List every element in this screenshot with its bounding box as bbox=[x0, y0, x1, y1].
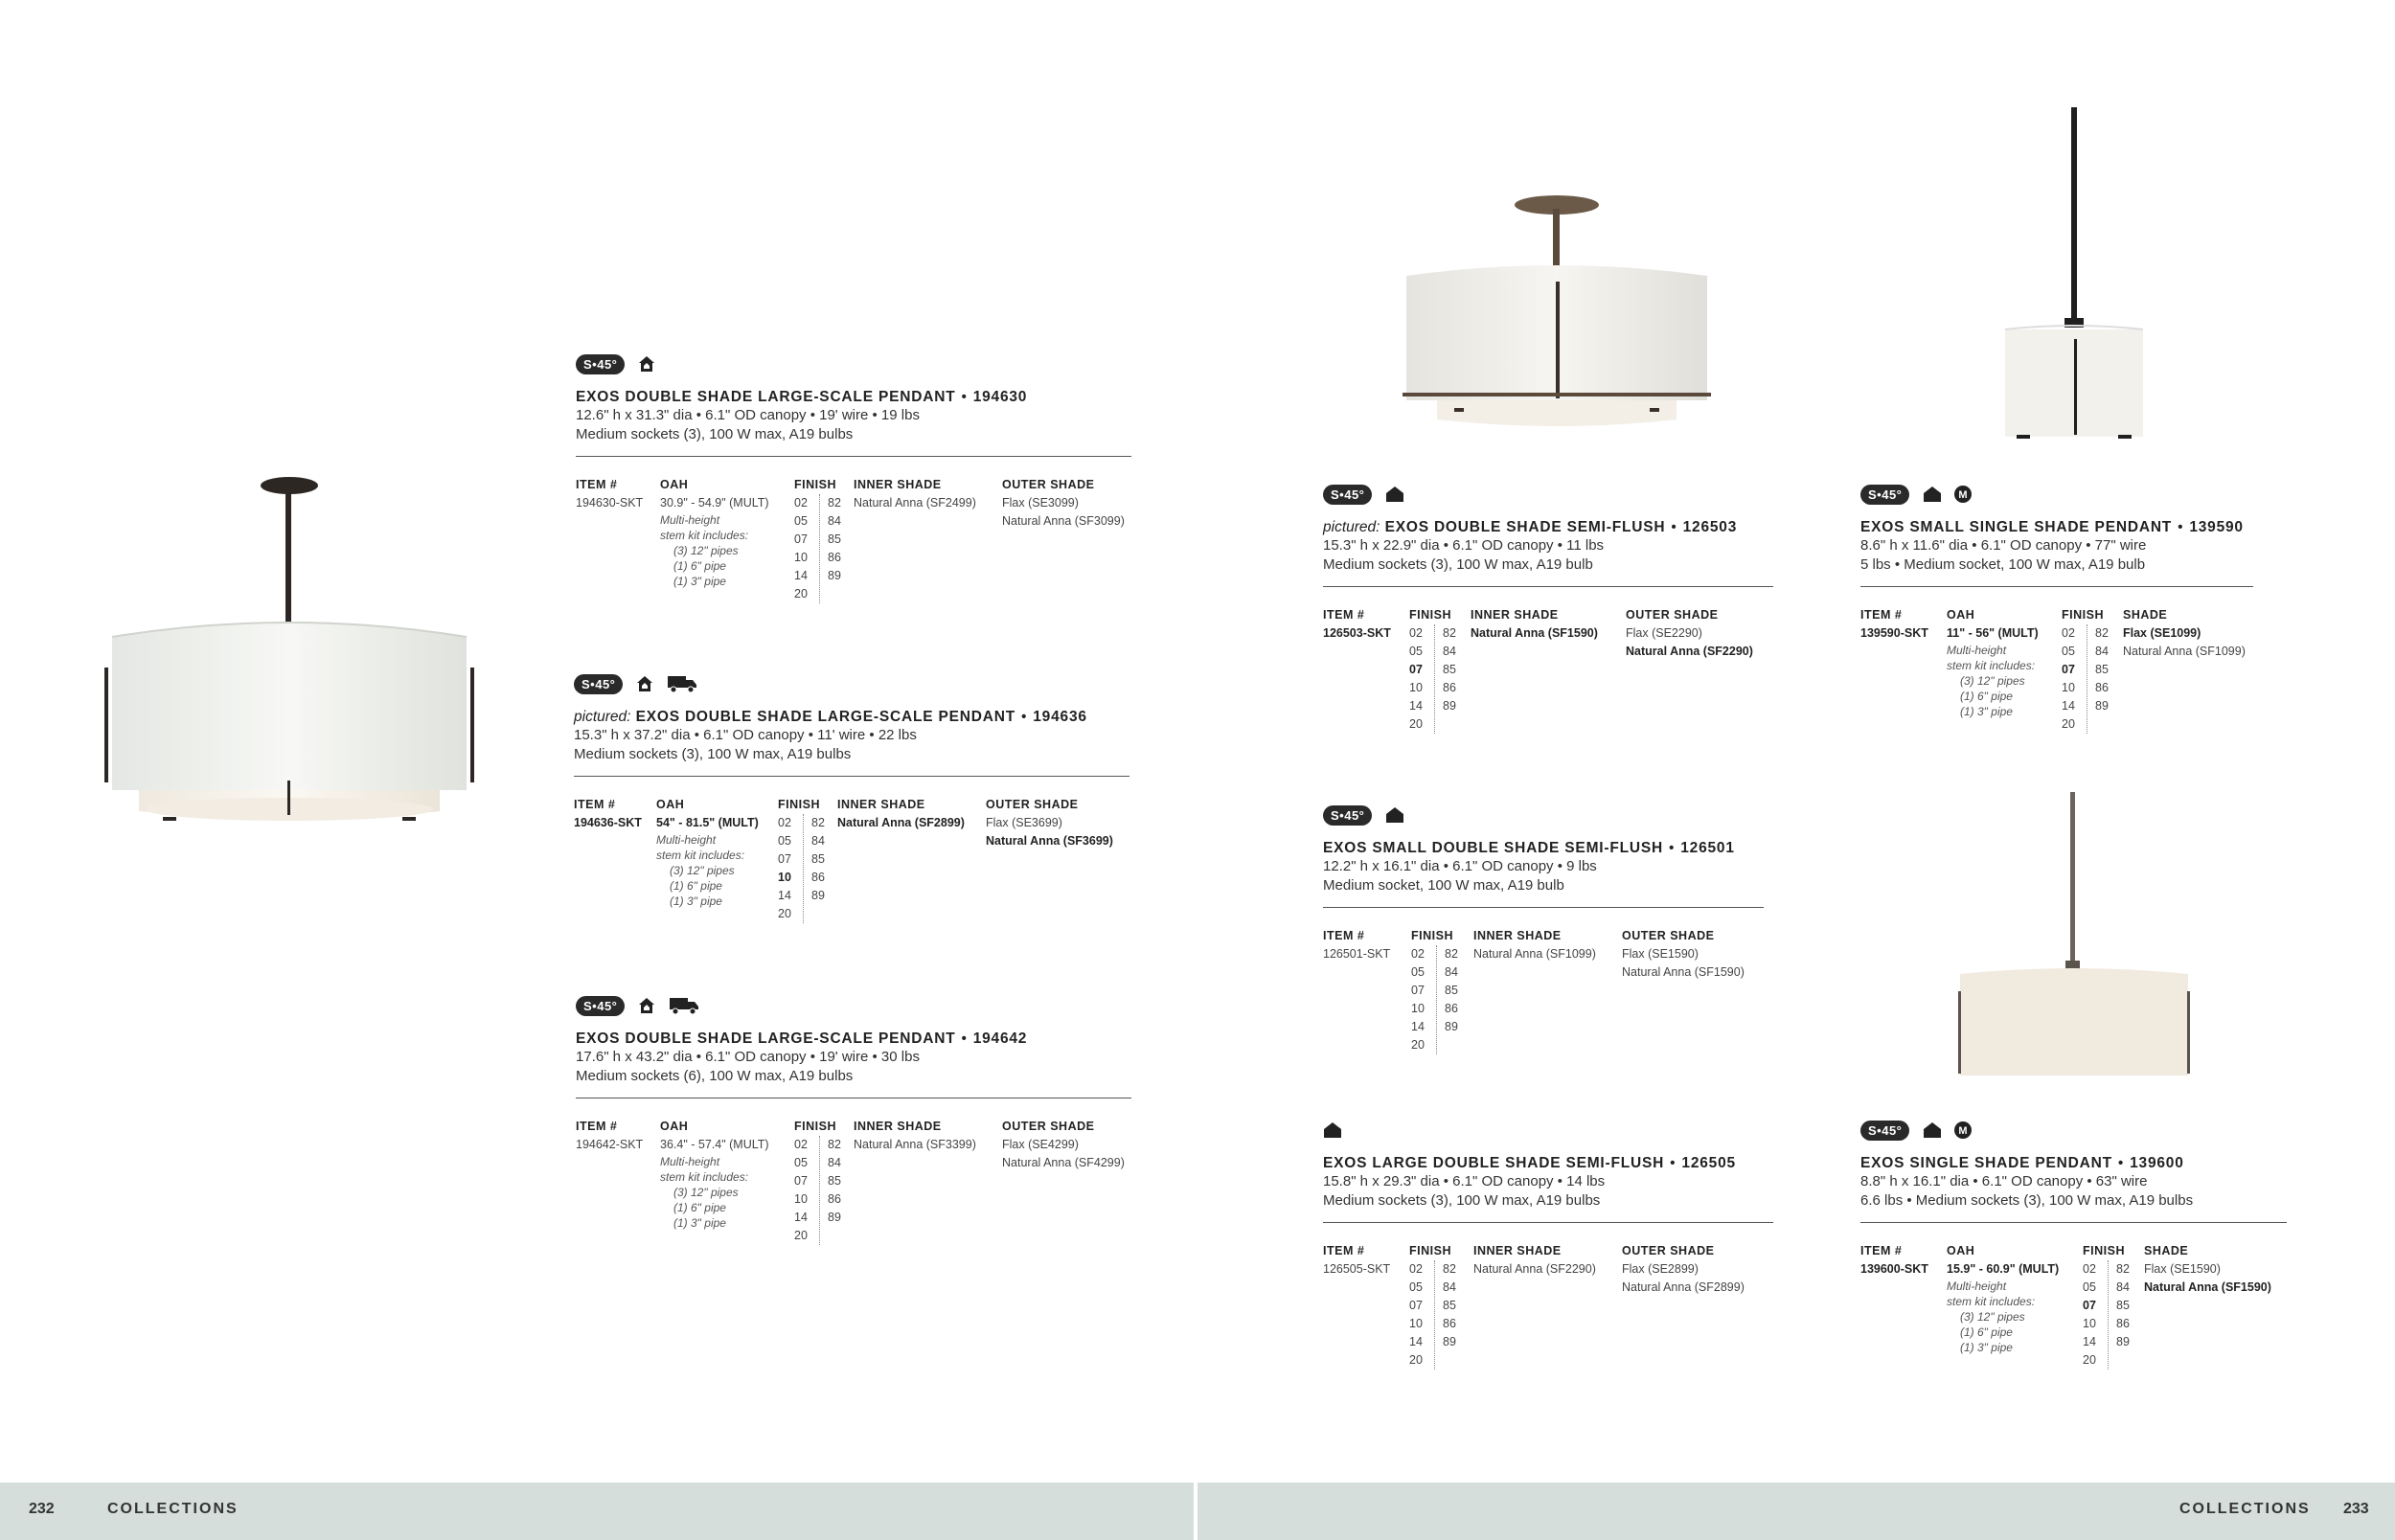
oah-value: 30.9" - 54.9" (MULT) bbox=[660, 496, 769, 510]
spec-line-1: 15.3" h x 22.9" dia • 6.1" OD canopy • 11 lbs bbox=[1323, 537, 1605, 554]
divider bbox=[576, 456, 1131, 457]
spec-line-2: 5 lbs • Medium socket, 100 W max, A19 bulb bbox=[1860, 556, 2146, 573]
shade-2: Natural Anna (SF1590) bbox=[2144, 1280, 2271, 1294]
product-139600 bbox=[1860, 1119, 2292, 1370]
semi-flush-icon bbox=[1385, 806, 1403, 824]
spec-line-2: Medium sockets (3), 100 W max, A19 bulb bbox=[1323, 556, 1593, 573]
outer-shade-1: Flax (SE3699) bbox=[986, 816, 1062, 829]
page-number-left: 232 bbox=[29, 1501, 55, 1517]
feature-icons bbox=[1860, 1119, 2292, 1142]
divider bbox=[574, 776, 1129, 777]
finish-codes: 02 05 07 10 14 20 82 84 85 86 89 bbox=[794, 494, 854, 603]
truck-icon bbox=[667, 674, 697, 693]
right-page bbox=[1198, 0, 2395, 1540]
outer-shade-2: Natural Anna (SF2290) bbox=[1626, 645, 1753, 658]
finish-codes: 02 05 07 10 14 20 82 84 85 86 89 bbox=[2083, 1260, 2144, 1370]
semi-flush-icon bbox=[1923, 486, 1940, 503]
s45-badge-icon: S•45° bbox=[1860, 485, 1909, 505]
s45-badge-icon: S•45° bbox=[576, 996, 625, 1016]
house-icon bbox=[638, 355, 655, 373]
shade-1: Flax (SE1099) bbox=[2123, 626, 2201, 640]
oah-value: 36.4" - 57.4" (MULT) bbox=[660, 1138, 769, 1151]
outer-shade-1: Flax (SE4299) bbox=[1002, 1138, 1079, 1151]
outer-shade-1: Flax (SE1590) bbox=[1622, 947, 1699, 961]
product-126501 bbox=[1323, 804, 1773, 1054]
single-pendant-image bbox=[1954, 790, 2194, 1082]
product-126505 bbox=[1323, 1119, 1773, 1370]
outer-shade-2: Natural Anna (SF3099) bbox=[1002, 514, 1125, 528]
s45-badge-icon: S•45° bbox=[1860, 1121, 1909, 1141]
house-icon bbox=[636, 675, 653, 692]
s45-badge-icon: S•45° bbox=[576, 354, 625, 374]
outer-shade-1: Flax (SE3099) bbox=[1002, 496, 1079, 510]
feature-icons bbox=[574, 672, 1129, 695]
feature-icons bbox=[576, 994, 1131, 1017]
inner-shade: Natural Anna (SF3399) bbox=[854, 1138, 976, 1151]
section-label-left: COLLECTIONS bbox=[107, 1501, 239, 1517]
outer-shade-1: Flax (SE2290) bbox=[1626, 626, 1702, 640]
outer-shade-2: Natural Anna (SF1590) bbox=[1622, 965, 1745, 979]
finish-codes: 02 05 07 10 14 20 82 84 85 86 89 bbox=[1409, 1260, 1473, 1370]
spec-line-2: Medium sockets (3), 100 W max, A19 bulbs bbox=[576, 426, 854, 442]
divider bbox=[1323, 586, 1773, 587]
finish-codes: 02 05 07 10 14 20 82 84 85 86 89 bbox=[1411, 945, 1473, 1054]
product-title: EXOS LARGE DOUBLE SHADE SEMI-FLUSH • 126505 bbox=[1323, 1155, 1736, 1171]
spec-line-1: 8.6" h x 11.6" dia • 6.1" OD canopy • 77" wire bbox=[1860, 537, 2147, 554]
spec-line-2: 6.6 lbs • Medium sockets (3), 100 W max, A19 bulbs bbox=[1860, 1192, 2194, 1209]
feature-icons bbox=[1323, 1119, 1773, 1142]
finish-codes: 02 05 07 10 14 20 82 84 85 86 89 bbox=[1409, 624, 1471, 734]
semi-flush-icon bbox=[1385, 486, 1403, 503]
small-pendant-image bbox=[1997, 105, 2151, 445]
inner-shade: Natural Anna (SF1099) bbox=[1473, 947, 1596, 961]
spec-line-1: 17.6" h x 43.2" dia • 6.1" OD canopy • 19' wire • 30 lbs bbox=[576, 1049, 920, 1065]
product-title: EXOS SMALL DOUBLE SHADE SEMI-FLUSH • 126501 bbox=[1323, 840, 1735, 856]
spec-table: ITEM # 126501-SKT FINISH 02 05 07 10 14 20 82 84 85 86 89 INNER SHADE Natural Anna (SF1099) OUTER SHADE Flax (SE1590) Natural Anna (SF1590) bbox=[1323, 927, 1773, 1054]
stem-kit-note: Multi-height stem kit includes: (3) 12" pipes (1) 6" pipe (1) 3" pipe bbox=[1947, 1280, 2036, 1354]
oah-value: 54" - 81.5" (MULT) bbox=[656, 816, 759, 829]
item-number: 126505-SKT bbox=[1323, 1262, 1391, 1276]
product-194642 bbox=[576, 994, 1131, 1245]
spec-line-2: Medium sockets (3), 100 W max, A19 bulbs bbox=[1323, 1192, 1601, 1209]
spec-table: ITEM # 126505-SKT FINISH 02 05 07 10 14 20 82 84 85 86 89 INNER SHADE Natural Anna (SF2290) OUTER SHADE Flax (SE2899) Natural Anna (SF2899) bbox=[1323, 1242, 1773, 1370]
spec-line-2: Medium socket, 100 W max, A19 bulb bbox=[1323, 877, 1564, 894]
spec-line-1: 8.8" h x 16.1" dia • 6.1" OD canopy • 63" wire bbox=[1860, 1173, 2148, 1189]
page-number-right: 233 bbox=[2343, 1501, 2369, 1517]
finish-codes: 02 05 07 10 14 20 82 84 85 86 89 bbox=[778, 814, 837, 923]
divider bbox=[1323, 907, 1764, 908]
outer-shade-1: Flax (SE2899) bbox=[1622, 1262, 1699, 1276]
inner-shade: Natural Anna (SF2290) bbox=[1473, 1262, 1596, 1276]
spec-table: ITEM # 139600-SKT OAH 15.9" - 60.9" (MULT) Multi-height stem kit includes: (3) 12" pipes (1) 6" pipe (1) 3" pipe FINISH 02 05 07 10 14 20 82 84 85 86 89 SHADE Flax (SE1590) Natural Anna (SF1590) bbox=[1860, 1242, 2292, 1370]
item-number: 139590-SKT bbox=[1860, 626, 1928, 640]
finish-codes: 02 05 07 10 14 20 82 84 85 86 89 bbox=[794, 1136, 854, 1245]
spec-table: ITEM # 194636-SKT OAH 54" - 81.5" (MULT) Multi-height stem kit includes: (3) 12" pipes (1) 6" pipe (1) 3" pipe FINISH 02 05 07 10 14 20 82 84 85 86 89 INNER SHADE Natural Anna (SF2899) OUTER SHADE Flax (SE3699) Natural Anna (SF3699) bbox=[574, 796, 1129, 923]
spec-table: ITEM # 139590-SKT OAH 11" - 56" (MULT) Multi-height stem kit includes: (3) 12" pipes (1) 6" pipe (1) 3" pipe FINISH 02 05 07 10 14 20 82 84 85 86 89 SHADE Flax (SE1099) Natural Anna (SF1099) bbox=[1860, 606, 2272, 734]
stem-kit-note: Multi-height stem kit includes: (3) 12" pipes (1) 6" pipe (1) 3" pipe bbox=[660, 513, 749, 588]
spec-line-1: 15.3" h x 37.2" dia • 6.1" OD canopy • 11' wire • 22 lbs bbox=[574, 727, 917, 743]
product-title: pictured: EXOS DOUBLE SHADE SEMI-FLUSH • 126503 bbox=[1323, 519, 1738, 535]
spec-line-2: Medium sockets (6), 100 W max, A19 bulbs bbox=[576, 1068, 854, 1084]
s45-badge-icon: S•45° bbox=[1323, 485, 1372, 505]
inner-shade: Natural Anna (SF2899) bbox=[837, 816, 965, 829]
spec-table: ITEM # 126503-SKT FINISH 02 05 07 10 14 20 82 84 85 86 89 INNER SHADE Natural Anna (SF1590) OUTER SHADE Flax (SE2290) Natural Anna (SF2290) bbox=[1323, 606, 1773, 734]
shade-1: Flax (SE1590) bbox=[2144, 1262, 2221, 1276]
stem-kit-note: Multi-height stem kit includes: (3) 12" pipes (1) 6" pipe (1) 3" pipe bbox=[656, 833, 745, 908]
item-number: 194642-SKT bbox=[576, 1138, 644, 1151]
spec-table: ITEM # 194630-SKT OAH 30.9" - 54.9" (MULT) Multi-height stem kit includes: (3) 12" pipes (1) 6" pipe (1) 3" pipe FINISH 02 05 07 10 14 20 82 84 85 86 89 INNER SHADE Natural Anna (SF2499) OUTER SHADE Flax (SE3099) Natural Anna (SF3099) bbox=[576, 476, 1131, 603]
semi-flush-image bbox=[1399, 192, 1715, 436]
svg-text:M: M bbox=[1958, 1125, 1968, 1137]
product-194636 bbox=[574, 672, 1129, 923]
spec-line-1: 12.6" h x 31.3" dia • 6.1" OD canopy • 19' wire • 19 lbs bbox=[576, 407, 920, 423]
outer-shade-2: Natural Anna (SF4299) bbox=[1002, 1156, 1125, 1169]
semi-flush-icon bbox=[1323, 1121, 1340, 1139]
product-title: EXOS DOUBLE SHADE LARGE-SCALE PENDANT • 194642 bbox=[576, 1030, 1028, 1047]
svg-text:M: M bbox=[1958, 489, 1968, 501]
spec-line-1: 15.8" h x 29.3" dia • 6.1" OD canopy • 14 lbs bbox=[1323, 1173, 1606, 1189]
item-number: 126501-SKT bbox=[1323, 947, 1391, 961]
inner-shade: Natural Anna (SF2499) bbox=[854, 496, 976, 510]
product-title: EXOS DOUBLE SHADE LARGE-SCALE PENDANT • 194630 bbox=[576, 389, 1028, 405]
s45-badge-icon: S•45° bbox=[574, 674, 623, 694]
divider bbox=[1323, 1222, 1773, 1223]
section-label-right: COLLECTIONS bbox=[2179, 1501, 2311, 1517]
large-pendant-image bbox=[91, 464, 493, 838]
footer-right bbox=[1198, 1483, 2395, 1540]
divider bbox=[1860, 1222, 2287, 1223]
feature-icons bbox=[1323, 483, 1773, 506]
spec-table: ITEM # 194642-SKT OAH 36.4" - 57.4" (MULT) Multi-height stem kit includes: (3) 12" pipes (1) 6" pipe (1) 3" pipe FINISH 02 05 07 10 14 20 82 84 85 86 89 INNER SHADE Natural Anna (SF3399) OUTER SHADE Flax (SE4299) Natural Anna (SF4299) bbox=[576, 1118, 1131, 1245]
m-circle-icon bbox=[1953, 1121, 1973, 1140]
divider bbox=[1860, 586, 2253, 587]
item-number: 139600-SKT bbox=[1860, 1262, 1928, 1276]
s45-badge-icon: S•45° bbox=[1323, 805, 1372, 826]
product-title: pictured: EXOS DOUBLE SHADE LARGE-SCALE PENDANT • 194636 bbox=[574, 709, 1087, 725]
semi-flush-icon bbox=[1923, 1121, 1940, 1139]
footer-left bbox=[0, 1483, 1194, 1540]
item-number: 194630-SKT bbox=[576, 496, 644, 510]
item-number: 194636-SKT bbox=[574, 816, 642, 829]
product-126503 bbox=[1323, 483, 1773, 734]
m-circle-icon bbox=[1953, 485, 1973, 504]
feature-icons bbox=[1323, 804, 1773, 827]
product-title: EXOS SMALL SINGLE SHADE PENDANT • 139590 bbox=[1860, 519, 2244, 535]
oah-value: 11" - 56" (MULT) bbox=[1947, 626, 2039, 640]
shade-2: Natural Anna (SF1099) bbox=[2123, 645, 2246, 658]
oah-value: 15.9" - 60.9" (MULT) bbox=[1947, 1262, 2060, 1276]
product-139590 bbox=[1860, 483, 2272, 734]
inner-shade: Natural Anna (SF1590) bbox=[1471, 626, 1598, 640]
stem-kit-note: Multi-height stem kit includes: (3) 12" pipes (1) 6" pipe (1) 3" pipe bbox=[660, 1155, 749, 1230]
item-number: 126503-SKT bbox=[1323, 626, 1391, 640]
product-title: EXOS SINGLE SHADE PENDANT • 139600 bbox=[1860, 1155, 2184, 1171]
stem-kit-note: Multi-height stem kit includes: (3) 12" pipes (1) 6" pipe (1) 3" pipe bbox=[1947, 644, 2036, 718]
finish-codes: 02 05 07 10 14 20 82 84 85 86 89 bbox=[2062, 624, 2123, 734]
house-icon bbox=[638, 997, 655, 1014]
truck-icon bbox=[669, 996, 699, 1015]
product-194630 bbox=[576, 352, 1131, 603]
outer-shade-2: Natural Anna (SF2899) bbox=[1622, 1280, 1745, 1294]
spec-line-1: 12.2" h x 16.1" dia • 6.1" OD canopy • 9 lbs bbox=[1323, 858, 1597, 874]
feature-icons bbox=[576, 352, 1131, 375]
outer-shade-2: Natural Anna (SF3699) bbox=[986, 834, 1113, 848]
feature-icons bbox=[1860, 483, 2272, 506]
spec-line-2: Medium sockets (3), 100 W max, A19 bulbs bbox=[574, 746, 852, 762]
